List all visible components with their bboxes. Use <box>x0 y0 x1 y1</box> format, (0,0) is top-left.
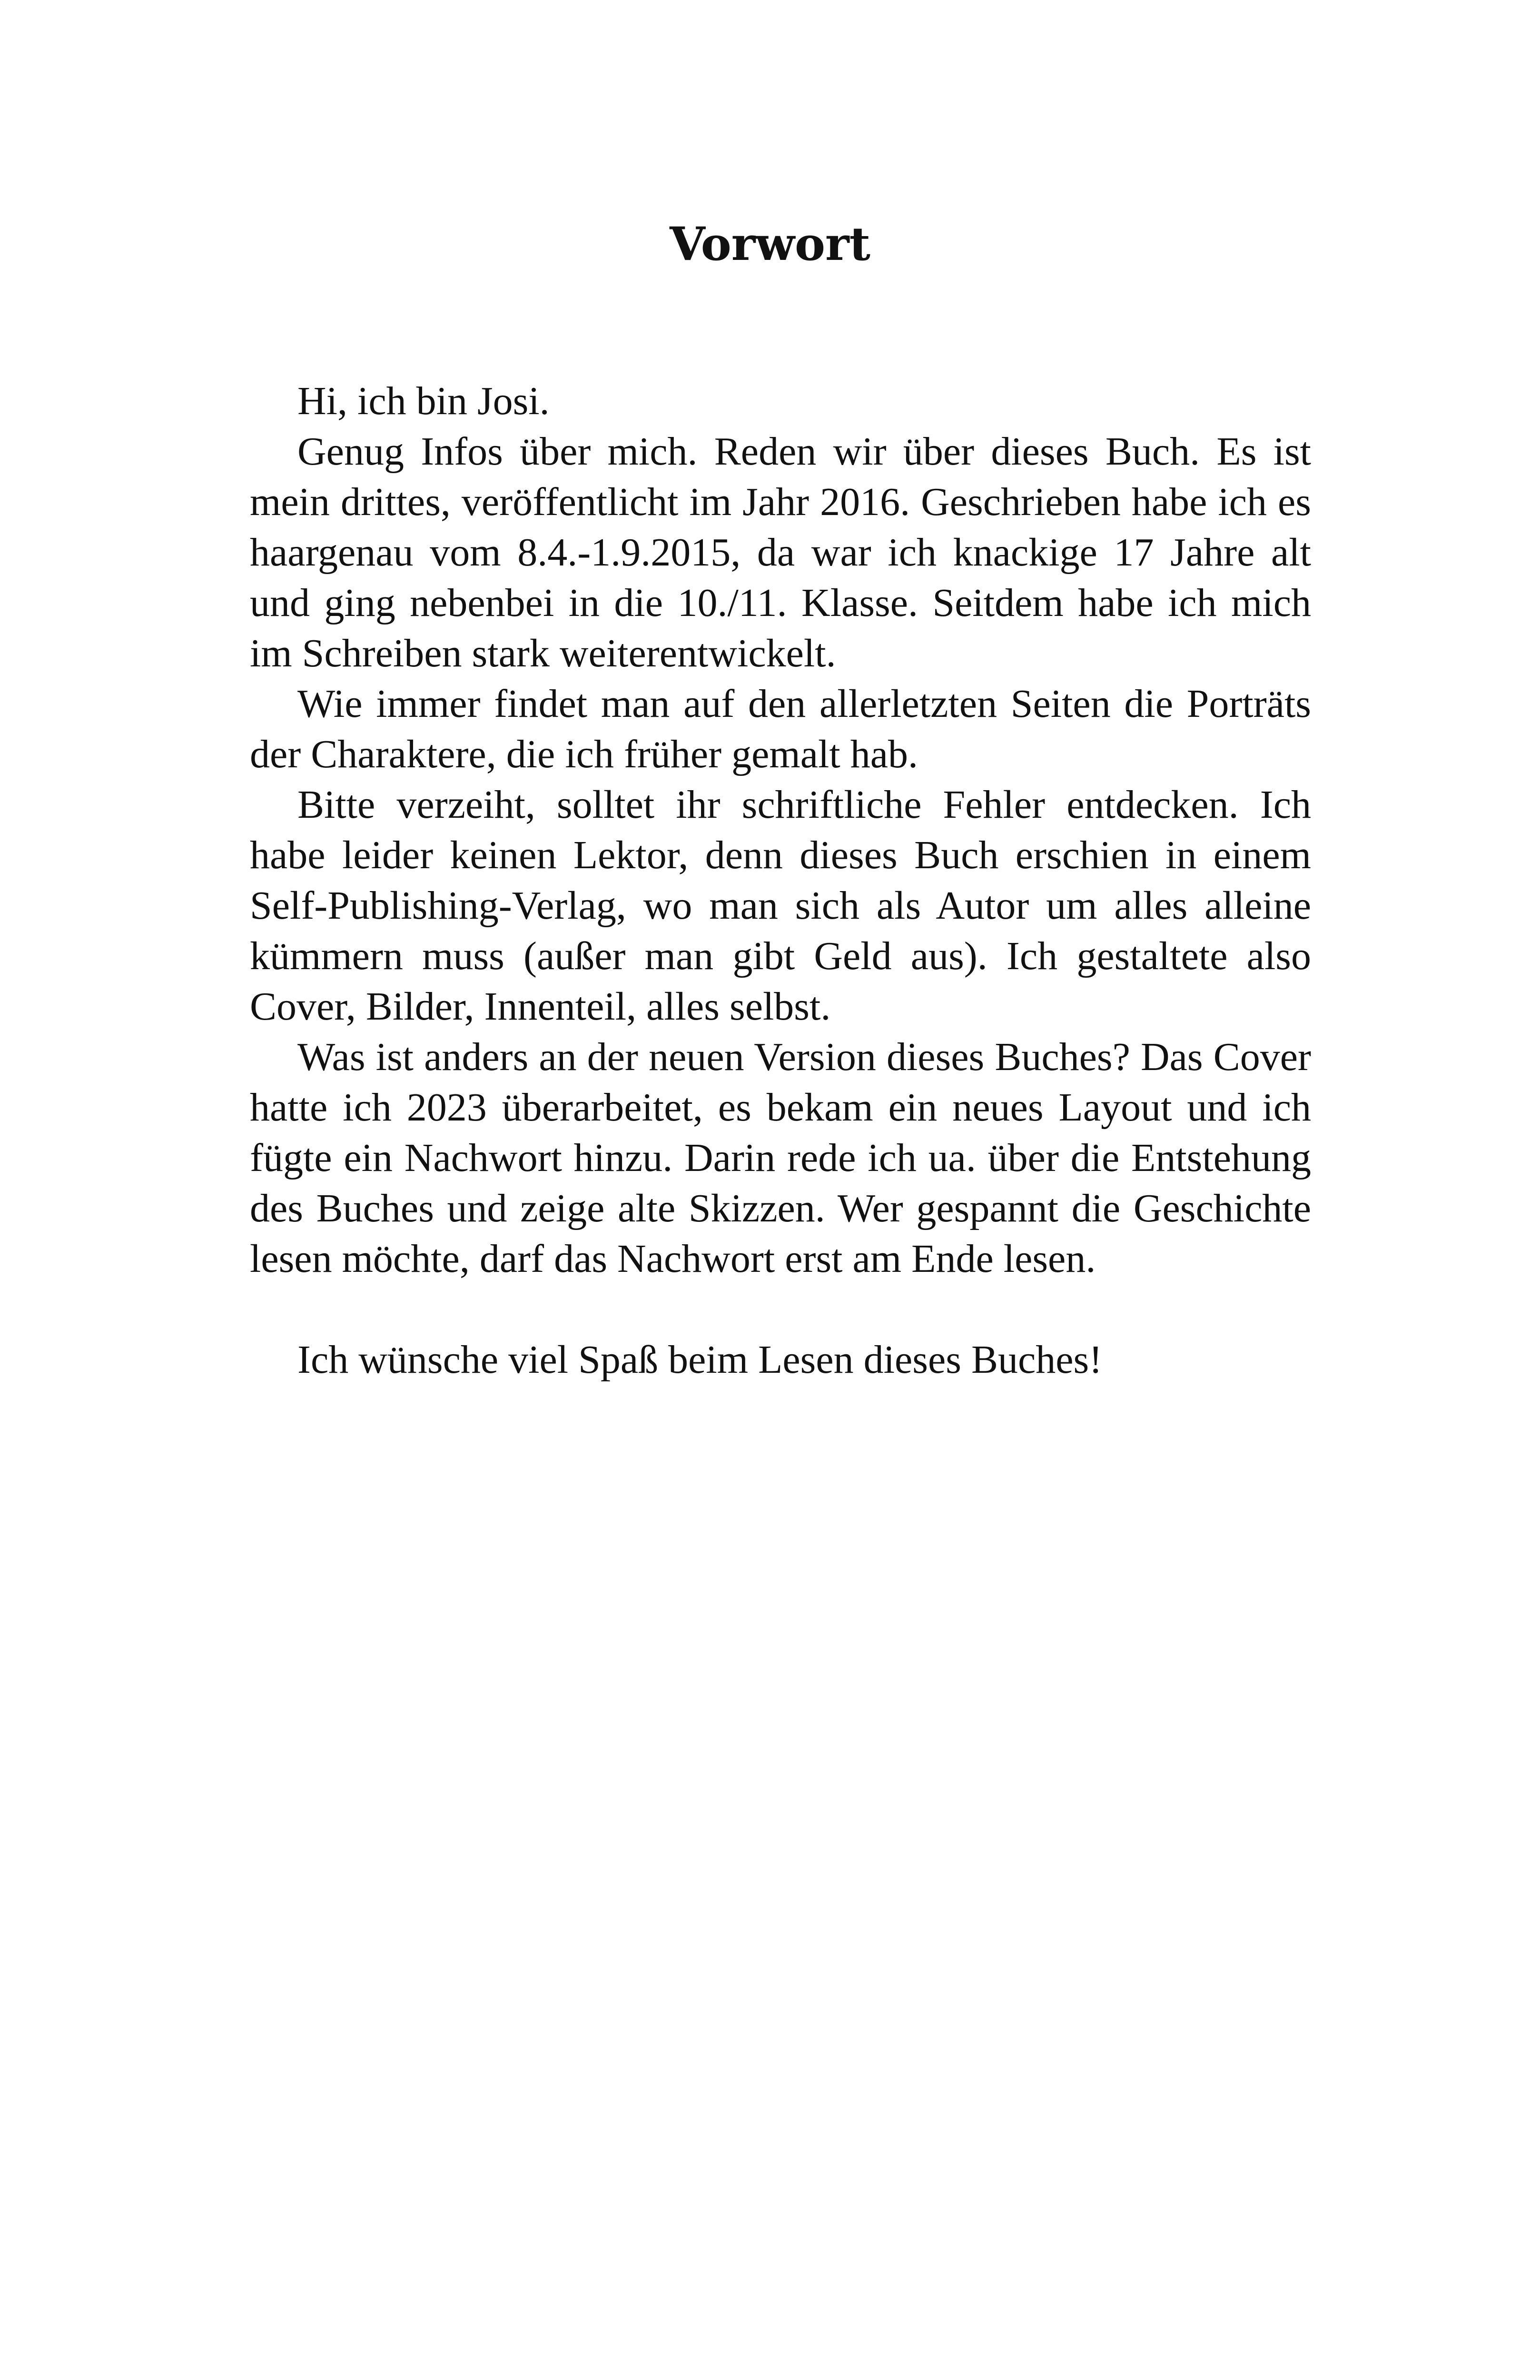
paragraph-closing: Ich wünsche viel Spaß beim Lesen dieses Buches! <box>297 1338 1103 1382</box>
paragraph-new-version: Was ist anders an der neuen Version dieses Buches? Das Cover hatte ich 2023 überarbeitet, es bekam ein neues Layout und ich fügte ein Nachwort hinzu. Darin rede ich ua. über die Entstehung des Buches und zeige alte Skizzen. Wer gespannt die Geschichte lesen möchte, darf das Nachwort erst am Ende lesen. <box>250 1035 1311 1281</box>
paragraph-about-book: Genug Infos über mich. Reden wir über dieses Buch. Es ist mein drittes, veröffentlicht im Jahr 2016. Geschrieben habe ich es haargenau vom 8.4.-1.9.2015, da war ich knackige 17 Jahre alt und ging nebenbei in die 10./11. Klasse. Seitdem habe ich mich im Schreiben stark weiterentwickelt. <box>250 429 1311 675</box>
paragraph-errors: Bitte verzeiht, solltet ihr schriftliche Fehler entdecken. Ich habe leider keinen Lektor, denn dieses Buch erschien in einem Self-Publishing-Verlag, wo man sich als Autor um alles alleine kümmern muss (außer man gibt Geld aus). Ich gestaltete also Cover, Bilder, Innenteil, alles selbst. <box>250 783 1311 1029</box>
paragraph-portraits: Wie immer findet man auf den allerletzten Seiten die Porträts der Charaktere, die ich früher gemalt hab. <box>250 682 1311 776</box>
page-title: Vorwort <box>670 217 870 271</box>
paragraph-greeting: Hi, ich bin Josi. <box>297 379 550 423</box>
foreword-body <box>250 376 1311 1385</box>
